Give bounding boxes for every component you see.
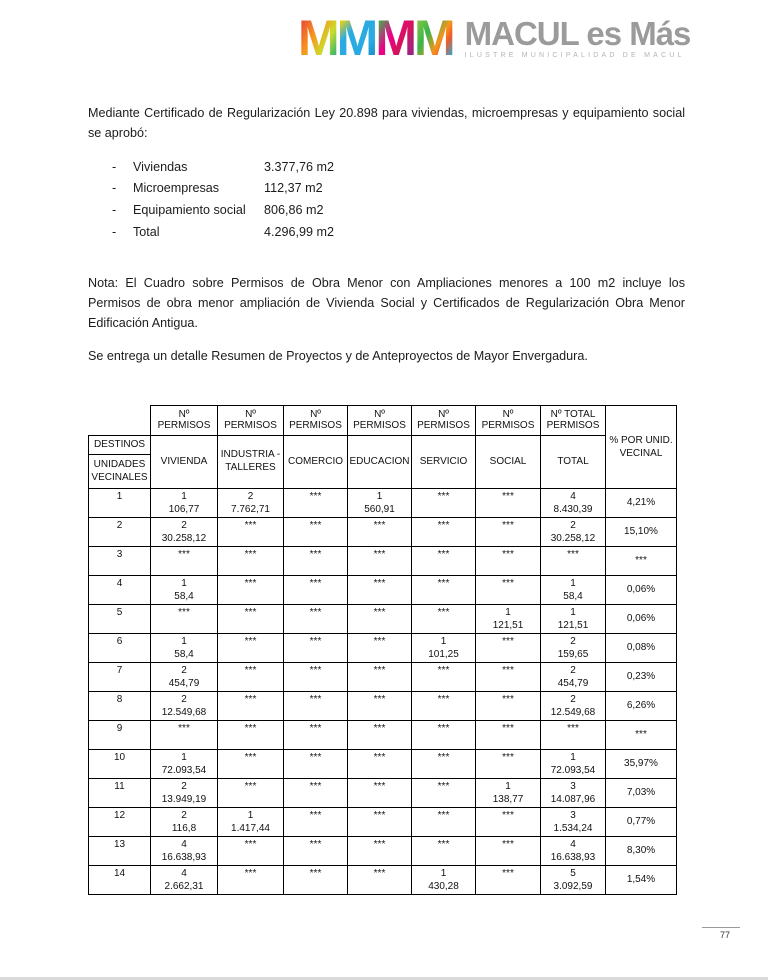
permit-cell: *** <box>476 633 541 662</box>
permit-cell: 2 12.549,68 <box>151 691 218 720</box>
permit-cell: 1 1.417,44 <box>218 807 284 836</box>
permit-cell: *** <box>541 720 606 749</box>
permit-cell: *** <box>284 488 348 517</box>
permit-cell: *** <box>284 865 348 894</box>
permit-cell: *** <box>218 633 284 662</box>
unidad-vecinal-number: 13 <box>89 836 151 865</box>
permit-cell: *** <box>412 720 476 749</box>
list-item <box>112 200 685 222</box>
list-item-value: 112,37 m2 <box>264 181 323 196</box>
unidad-vecinal-number: 7 <box>89 662 151 691</box>
permit-cell: *** <box>348 517 412 546</box>
permit-cell: *** <box>412 662 476 691</box>
pct-cell: 8,30% <box>606 836 677 865</box>
permit-cell: *** <box>218 517 284 546</box>
pct-cell: 0,23% <box>606 662 677 691</box>
permit-cell: *** <box>284 546 348 575</box>
header-educacion: EDUCACION <box>348 435 412 488</box>
pct-cell: 7,03% <box>606 778 677 807</box>
permit-cell: 1 72.093,54 <box>541 749 606 778</box>
permit-cell: *** <box>412 807 476 836</box>
permit-cell: 2 30.258,12 <box>541 517 606 546</box>
table-row <box>89 749 677 778</box>
monogram-letter: M <box>375 10 414 66</box>
permit-cell: *** <box>412 691 476 720</box>
permit-cell: *** <box>476 865 541 894</box>
permit-cell: *** <box>476 836 541 865</box>
permit-cell: *** <box>476 575 541 604</box>
document-content <box>88 104 685 895</box>
permit-cell: *** <box>218 662 284 691</box>
permit-cell: *** <box>476 546 541 575</box>
table-row <box>89 778 677 807</box>
pct-cell: *** <box>606 720 677 749</box>
unidad-vecinal-number: 12 <box>89 807 151 836</box>
permit-cell: 2 159,65 <box>541 633 606 662</box>
bullet-dash: - <box>112 203 117 218</box>
permit-cell: *** <box>348 546 412 575</box>
permit-cell: *** <box>348 575 412 604</box>
permit-cell: *** <box>348 691 412 720</box>
logo-title: MACUL es Más <box>464 15 691 52</box>
list-item <box>112 178 685 200</box>
permit-cell: *** <box>412 604 476 633</box>
permit-cell: 4 8.430,39 <box>541 488 606 517</box>
table-row <box>89 517 677 546</box>
monogram-letter: M <box>413 10 453 66</box>
table-row <box>89 865 677 894</box>
unidad-vecinal-number: 1 <box>89 488 151 517</box>
pct-cell: 0,08% <box>606 633 677 662</box>
permit-cell: 2 12.549,68 <box>541 691 606 720</box>
permit-cell: *** <box>412 778 476 807</box>
permit-cell: *** <box>541 546 606 575</box>
header-permisos-servicio: Nº PERMISOS <box>412 405 476 435</box>
permit-cell: 3 1.534,24 <box>541 807 606 836</box>
list-item-value: 4.296,99 m2 <box>264 224 335 239</box>
list-item-label: Total <box>133 224 160 239</box>
list-item-label: Equipamiento social <box>133 203 246 218</box>
header-comercio: COMERCIO <box>284 435 348 488</box>
header-row-categories <box>89 435 677 488</box>
permit-cell: *** <box>348 604 412 633</box>
permit-cell: *** <box>476 488 541 517</box>
permit-cell: 1 72.093,54 <box>151 749 218 778</box>
permit-cell: 1 121,51 <box>476 604 541 633</box>
page-number: 77 <box>719 930 730 940</box>
header-permisos-educacion: Nº PERMISOS <box>348 405 412 435</box>
table-row <box>89 807 677 836</box>
header-row-permisos <box>89 405 677 435</box>
permit-cell: *** <box>476 720 541 749</box>
header-total: TOTAL <box>541 435 606 488</box>
detail-paragraph: Se entrega un detalle Resumen de Proyectos y de Anteproyectos de Mayor Envergadura. <box>88 349 588 364</box>
header-permisos-comercio: Nº PERMISOS <box>284 405 348 435</box>
permit-cell: *** <box>348 662 412 691</box>
permit-cell: *** <box>284 662 348 691</box>
table-row <box>89 546 677 575</box>
permit-cell: *** <box>412 836 476 865</box>
permit-cell: 3 14.087,96 <box>541 778 606 807</box>
table-body <box>89 488 677 894</box>
permit-cell: *** <box>151 604 218 633</box>
permit-cell: *** <box>218 691 284 720</box>
table-row <box>89 836 677 865</box>
permit-cell: *** <box>218 604 284 633</box>
corner-empty-cell <box>89 405 151 435</box>
permit-cell: *** <box>151 546 218 575</box>
permit-cell: 1 58,4 <box>151 575 218 604</box>
permit-cell: *** <box>348 778 412 807</box>
unidad-vecinal-number: 2 <box>89 517 151 546</box>
pct-cell: 15,10% <box>606 517 677 546</box>
permit-cell: 4 16.638,93 <box>541 836 606 865</box>
pct-cell: *** <box>606 546 677 575</box>
bullet-dash: - <box>112 159 117 174</box>
header-vivienda: VIVIENDA <box>151 435 218 488</box>
pct-cell: 0,06% <box>606 604 677 633</box>
bullet-dash: - <box>112 181 117 196</box>
permit-cell: *** <box>412 488 476 517</box>
header-social: SOCIAL <box>476 435 541 488</box>
permit-cell: *** <box>412 546 476 575</box>
list-item-value: 806,86 m2 <box>264 203 324 218</box>
header-permisos-social: Nº PERMISOS <box>476 405 541 435</box>
pct-cell: 1,54% <box>606 865 677 894</box>
header-pct-unidad-vecinal: % POR UNID. VECINAL <box>606 405 677 488</box>
permit-cell: *** <box>412 749 476 778</box>
pct-cell: 0,06% <box>606 575 677 604</box>
permit-cell: 1 58,4 <box>151 633 218 662</box>
unidad-vecinal-number: 4 <box>89 575 151 604</box>
permit-cell: 2 7.762,71 <box>218 488 284 517</box>
permit-cell: 2 116,8 <box>151 807 218 836</box>
permit-cell: *** <box>218 546 284 575</box>
table-row <box>89 691 677 720</box>
unidad-vecinal-number: 3 <box>89 546 151 575</box>
permit-cell: 2 30.258,12 <box>151 517 218 546</box>
permit-cell: *** <box>284 517 348 546</box>
table-row <box>89 662 677 691</box>
unidad-vecinal-number: 9 <box>89 720 151 749</box>
pct-cell: 0,77% <box>606 807 677 836</box>
permit-cell: *** <box>284 778 348 807</box>
monogram-letter: M <box>336 10 376 66</box>
permit-cell: 2 454,79 <box>151 662 218 691</box>
unidad-vecinal-number: 14 <box>89 865 151 894</box>
permit-cell: *** <box>348 749 412 778</box>
permit-cell: *** <box>284 604 348 633</box>
table-row <box>89 575 677 604</box>
unidad-vecinal-number: 5 <box>89 604 151 633</box>
permit-cell: *** <box>348 633 412 662</box>
table-row <box>89 720 677 749</box>
list-item-value: 3.377,76 m2 <box>264 159 335 174</box>
permit-cell: *** <box>284 633 348 662</box>
footer-divider <box>702 927 740 928</box>
permit-cell: *** <box>218 778 284 807</box>
header-total-permisos: Nº TOTAL PERMISOS <box>541 405 606 435</box>
unidad-vecinal-number: 6 <box>89 633 151 662</box>
permit-cell: *** <box>348 720 412 749</box>
permit-cell: 5 3.092,59 <box>541 865 606 894</box>
permit-cell: 1 560,91 <box>348 488 412 517</box>
permit-cell: 2 454,79 <box>541 662 606 691</box>
permits-by-neighborhood-table <box>88 405 677 895</box>
corner-destinos-label: DESTINOS <box>89 436 150 455</box>
pct-cell: 6,26% <box>606 691 677 720</box>
unidad-vecinal-number: 10 <box>89 749 151 778</box>
permit-cell: *** <box>284 691 348 720</box>
permit-cell: 1 101,25 <box>412 633 476 662</box>
permit-cell: *** <box>412 575 476 604</box>
permit-cell: *** <box>284 807 348 836</box>
header-permisos-vivienda: Nº PERMISOS <box>151 405 218 435</box>
permit-cell: *** <box>476 807 541 836</box>
permit-cell: 1 121,51 <box>541 604 606 633</box>
unidad-vecinal-number: 11 <box>89 778 151 807</box>
bullet-dash: - <box>112 224 117 239</box>
permit-cell: *** <box>218 865 284 894</box>
permit-cell: 1 138,77 <box>476 778 541 807</box>
permit-cell: 1 58,4 <box>541 575 606 604</box>
permit-cell: *** <box>284 575 348 604</box>
permit-cell: 1 430,28 <box>412 865 476 894</box>
header-industria-talleres: INDUSTRIA - TALLERES <box>218 435 284 488</box>
list-item <box>112 157 685 179</box>
permit-cell: *** <box>348 865 412 894</box>
table-row <box>89 633 677 662</box>
header-servicio: SERVICIO <box>412 435 476 488</box>
permit-cell: *** <box>218 749 284 778</box>
pct-cell: 35,97% <box>606 749 677 778</box>
macul-monogram-icon <box>298 10 453 66</box>
permit-cell: 4 2.662,31 <box>151 865 218 894</box>
permit-cell: *** <box>476 749 541 778</box>
permit-cell: 4 16.638,93 <box>151 836 218 865</box>
list-item <box>112 222 685 244</box>
list-item-label: Microempresas <box>133 181 220 196</box>
monogram-letter: M <box>298 10 337 66</box>
logo-subtitle: ILUSTRE MUNICIPALIDAD DE MACUL <box>464 52 685 60</box>
permit-cell: *** <box>151 720 218 749</box>
list-item-label: Viviendas <box>133 159 188 174</box>
table-row <box>89 488 677 517</box>
pct-cell: 4,21% <box>606 488 677 517</box>
table-row <box>89 604 677 633</box>
intro-paragraph: Mediante Certificado de Regularización Ley 20.898 para viviendas, microempresas y equipamiento social se aprobó: <box>88 106 685 140</box>
permit-cell: *** <box>218 575 284 604</box>
permit-cell: *** <box>218 720 284 749</box>
permit-cell: *** <box>476 662 541 691</box>
approved-areas-list <box>112 157 685 244</box>
header-permisos-industria: Nº PERMISOS <box>218 405 284 435</box>
permit-cell: *** <box>476 691 541 720</box>
corner-unidades-label: UNIDADES VECINALES <box>91 458 148 483</box>
municipality-logo <box>298 10 691 66</box>
permit-cell: *** <box>476 517 541 546</box>
permit-cell: *** <box>412 517 476 546</box>
permit-cell: *** <box>218 836 284 865</box>
permit-cell: *** <box>284 836 348 865</box>
permit-cell: *** <box>348 836 412 865</box>
nota-paragraph: Nota: El Cuadro sobre Permisos de Obra Menor con Ampliaciones menores a 100 m2 incluye los Permisos de obra menor ampliación de Vivienda Social y Certificados de Regularización Obra Menor Edificación Antigua. <box>88 276 685 331</box>
logo-text <box>464 15 691 60</box>
unidad-vecinal-number: 8 <box>89 691 151 720</box>
permit-cell: 2 13.949,19 <box>151 778 218 807</box>
permit-cell: 1 106,77 <box>151 488 218 517</box>
permit-cell: *** <box>284 720 348 749</box>
permit-cell: *** <box>284 749 348 778</box>
permit-cell: *** <box>348 807 412 836</box>
corner-destinos-cell <box>89 435 151 488</box>
